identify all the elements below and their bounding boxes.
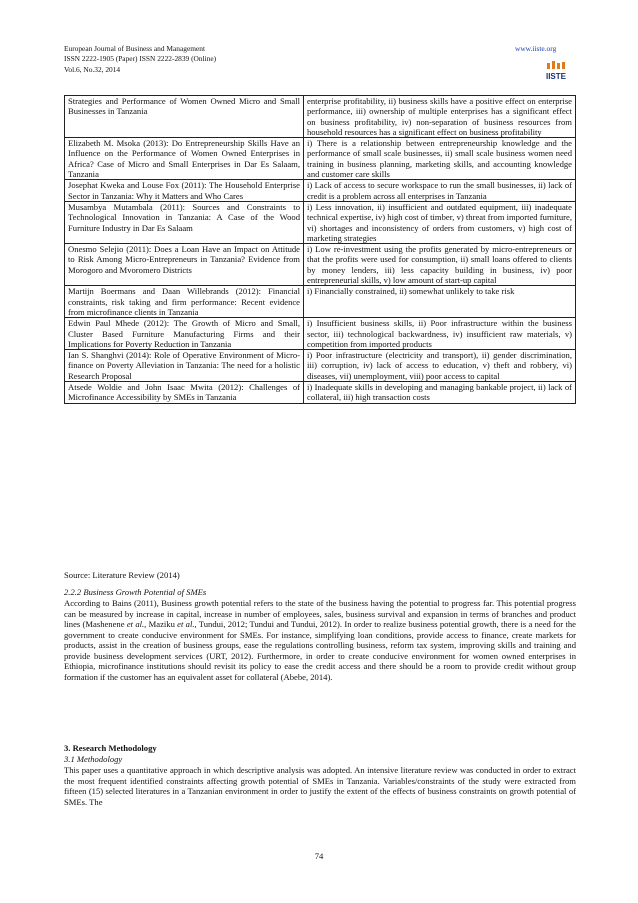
table-row <box>65 201 576 243</box>
study-cell: Elizabeth M. Msoka (2013): Do Entrepreneurship Skills Have an Influence on the Performance of Women Owned Enterprises in Africa? Case of Micro and Small Enterprises in Dar Es Salaam, Tanzania <box>65 138 304 180</box>
study-cell: Martijn Boermans and Daan Willebrands (2012): Financial constraints, risk taking and firm performance: Recent evidence from microfinance clients in Tanzania <box>65 286 304 318</box>
logo-text: IISTE <box>545 72 567 81</box>
findings-cell: i) There is a relationship between entrepreneurship knowledge and the performance of small scale businesses, ii) small scale business women need training in business planning, marketing skills, and accounting knowledge and customer care skills <box>304 138 576 180</box>
study-cell: Ian S. Shanghvi (2014): Role of Operative Environment of Micro-finance on Poverty Alleviation in Tanzania: The need for a holistic Research Proposal <box>65 350 304 382</box>
journal-volume: Vol.6, No.32, 2014 <box>64 64 121 74</box>
findings-cell: i) Lack of access to secure workspace to run the small businesses, ii) lack of credit is a problem across all enterprises in Tanzania <box>304 180 576 202</box>
journal-header <box>64 44 216 75</box>
study-cell: Josephat Kweka and Louse Fox (2011): The Household Enterprise Sector in Tanzania: Why it Matters and Who Cares <box>65 180 304 202</box>
table-row <box>65 318 576 350</box>
findings-cell: enterprise profitability, ii) business skills have a positive effect on enterprise performance, iii) ownership of multiple enterprises has a significant effect on business profitability, iv) non-separation of business resources from household resources has a significant effect on business profitability <box>304 96 576 138</box>
table-row <box>65 96 576 138</box>
table-row <box>65 350 576 382</box>
iiste-logo <box>541 58 571 84</box>
table-source: Source: Literature Review (2014) <box>64 570 180 580</box>
findings-cell: i) Low re-investment using the profits generated by micro-entrepreneurs or that the profits were used for consumption, ii) small loans offered to clients by money lenders, iii) less capacity building in business, iv) poor entrepreneurial skills, v) low amount of start-up capital <box>304 244 576 286</box>
journal-title: European Journal of Business and Management <box>64 44 206 53</box>
section-3-1-paragraph: This paper uses a quantitative approach in which descriptive analysis was adopted. An intensive literature review was conducted in order to extract the most frequent identified constraints affecting growth potential of SMEs in Tanzania. Variables/constraints of the study were extracted from fifteen (15) selected literatures in a Tanzanian environment in order to justify the extent of the effects of business constraints on growth potential of SMEs. The <box>64 765 576 807</box>
table-row <box>65 180 576 202</box>
findings-cell: i) Poor infrastructure (electricity and transport), ii) gender discrimination, iii) corruption, iv) lack of access to education, v) theft and robbery, vi) diseases, vii) unemployment, viii) poor access to capital <box>304 350 576 382</box>
section-heading-2-2-2: 2.2.2 Business Growth Potential of SMEs <box>64 587 207 597</box>
study-cell: Onesmo Selejio (2011): Does a Loan Have an Impact on Attitude to Risk Among Micro-Entrepreneurs in Tanzania? Evidence from Morogoro and Mvoromero Districts <box>65 244 304 286</box>
table-row <box>65 382 576 404</box>
findings-cell: i) Less innovation, ii) insufficient and outdated equipment, iii) inadequate technical expertise, iv) high cost of timber, v) threat from imported furniture, vi) shortages and inconsistency of orders from customers, v) high cost of marketing strategies <box>304 201 576 243</box>
table-row <box>65 286 576 318</box>
findings-cell: i) Inadequate skills in developing and managing bankable project, ii) lack of collateral, iii) high transaction costs <box>304 382 576 404</box>
literature-table <box>64 95 576 404</box>
section-heading-3-1: 3.1 Methodology <box>64 754 123 764</box>
page-number: 74 <box>314 851 324 861</box>
study-cell: Atsede Woldie and John Isaac Mwita (2012): Challenges of Microfinance Accessibility by SMEs in Tanzania <box>65 382 304 404</box>
journal-url[interactable]: www.iiste.org <box>515 44 557 53</box>
findings-cell: i) Insufficient business skills, ii) Poor infrastructure within the business sector, iii) technological backwardness, iv) insufficient raw materials, v) competition from imported products <box>304 318 576 350</box>
section-heading-3: 3. Research Methodology <box>64 743 157 753</box>
study-cell: Strategies and Performance of Women Owned Micro and Small Businesses in Tanzania <box>65 96 304 138</box>
study-cell: Edwin Paul Mhede (2012): The Growth of Micro and Small, Cluster Based Furniture Manufacturing Firms and their Implications for Poverty Reduction in Tanzania <box>65 318 304 350</box>
table-row <box>65 244 576 286</box>
section-2-2-2-paragraph: According to Bains (2011), Business growth potential refers to the state of the business having the potential to progress far. This potential progress can be measured by increase in capital, increase in number of employees, sales, business survival and expansion in terms of branches and product lines (Mashenene et al., Maziku et al., Tundui, 2012; Tundui and Tundui, 2012). In order to realize business potential growth, there is a need for the government to create conducive environment for SMEs. For instance, simplifying loan conditions, provide access to finance, create markets for products, assist in the creation of business groups, ease the regulations controlling business, reform tax system, improving skills and training and provide business development services (URT, 2012). Furthermore, in order to create conducive environment for women owned enterprises in Ethiopia, microfinance institutions should revisit its policy to ease the credit access and there should be a room to provide credit without group formation if the customer has an equivalent asset for collateral (Abebe, 2014). <box>64 598 576 682</box>
table-row <box>65 138 576 180</box>
journal-issn: ISSN 2222-1905 (Paper) ISSN 2222-2839 (Online) <box>64 54 217 64</box>
findings-cell: i) Financially constrained, ii) somewhat unlikely to take risk <box>304 286 576 318</box>
study-cell: Musambya Mutambala (2011): Sources and Constraints to Technological Innovation in Tanzania: A Case of the Wood Furniture Industry in Dar Es Salaam <box>65 201 304 243</box>
